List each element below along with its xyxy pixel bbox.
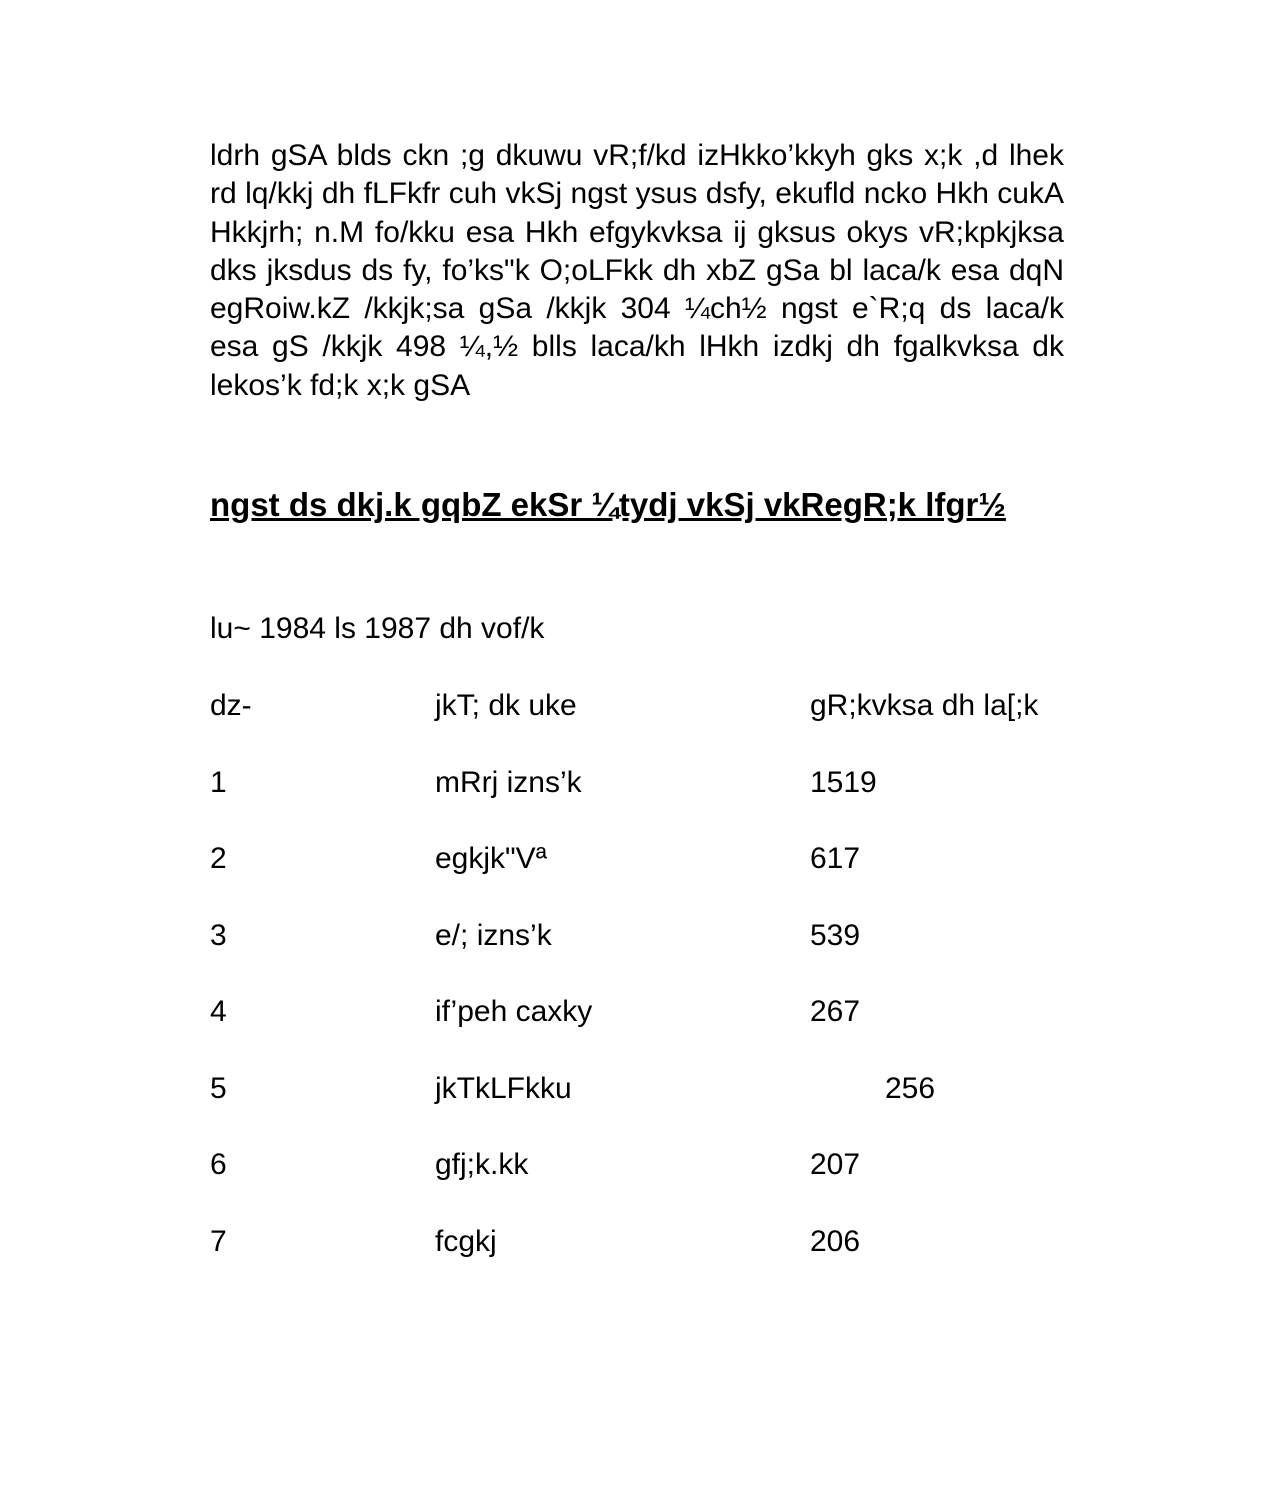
header-state: jkT; dk uke — [435, 689, 577, 722]
row-state: e/; izns’k — [435, 918, 552, 952]
row-state: egkjk"Vª — [435, 842, 547, 875]
row-state: jkTkLFkku — [435, 1071, 572, 1105]
table-header-row — [210, 687, 1070, 764]
section-heading: ngst ds dkj.k gqbZ ekSr ¼tydj vkSj vkRegR;k lfgr½ — [210, 486, 1006, 523]
row-serial: 6 — [210, 1148, 227, 1181]
data-table — [210, 687, 1070, 1299]
row-serial: 5 — [210, 1071, 227, 1105]
row-serial: 7 — [210, 1224, 227, 1258]
row-count: 256 — [885, 1071, 936, 1105]
table-row — [210, 1146, 1070, 1223]
row-serial: 4 — [210, 995, 227, 1028]
row-state: if’peh caxky — [435, 995, 593, 1028]
row-serial: 1 — [210, 765, 227, 799]
table-row — [210, 1070, 1070, 1147]
header-serial: dz- — [210, 689, 252, 722]
header-count: gR;kvksa dh la[;k — [810, 689, 1039, 722]
row-state: mRrj izns’k — [435, 765, 582, 799]
table-row — [210, 993, 1070, 1070]
period-subtitle: lu~ 1984 ls 1987 dh vof/k — [210, 612, 545, 645]
row-serial: 3 — [210, 918, 227, 952]
table-row — [210, 840, 1070, 917]
row-serial: 2 — [210, 842, 227, 875]
row-count: 207 — [810, 1148, 861, 1181]
table-row — [210, 1223, 1070, 1300]
row-count: 267 — [810, 995, 861, 1028]
row-count: 539 — [810, 918, 861, 952]
row-count: 617 — [810, 842, 861, 875]
table-row — [210, 917, 1070, 994]
row-count: 206 — [810, 1224, 861, 1258]
row-state: gfj;k.kk — [435, 1148, 529, 1181]
body-paragraph: ldrh gSA blds ckn ;g dkuwu vR;f/kd izHkko’kkyh gks x;k ,d lhek rd lq/kkj dh fLFkfr cuh vkSj ngst ysus dsfy, ekufld ncko Hkh cukA Hkkjrh; n.M fo/kku esa Hkh efgykvksa ij gksus okys vR;kpkjksa dks jksdus ds fy, fo’ks"k O;oLFkk dh xbZ gSa bl laca/k esa dqN egRoiw.kZ /kkjk;sa gSa /kkjk 304 ¼ch½ ngst e`R;q ds laca/k esa gS /kkjk 498 ¼,½ blls laca/kh lHkh izdkj dh fgalkvksa dk lekos’k fd;k x;k gSA — [210, 139, 1064, 402]
table-row — [210, 764, 1070, 841]
row-count: 1519 — [810, 765, 877, 799]
row-state: fcgkj — [435, 1224, 497, 1258]
